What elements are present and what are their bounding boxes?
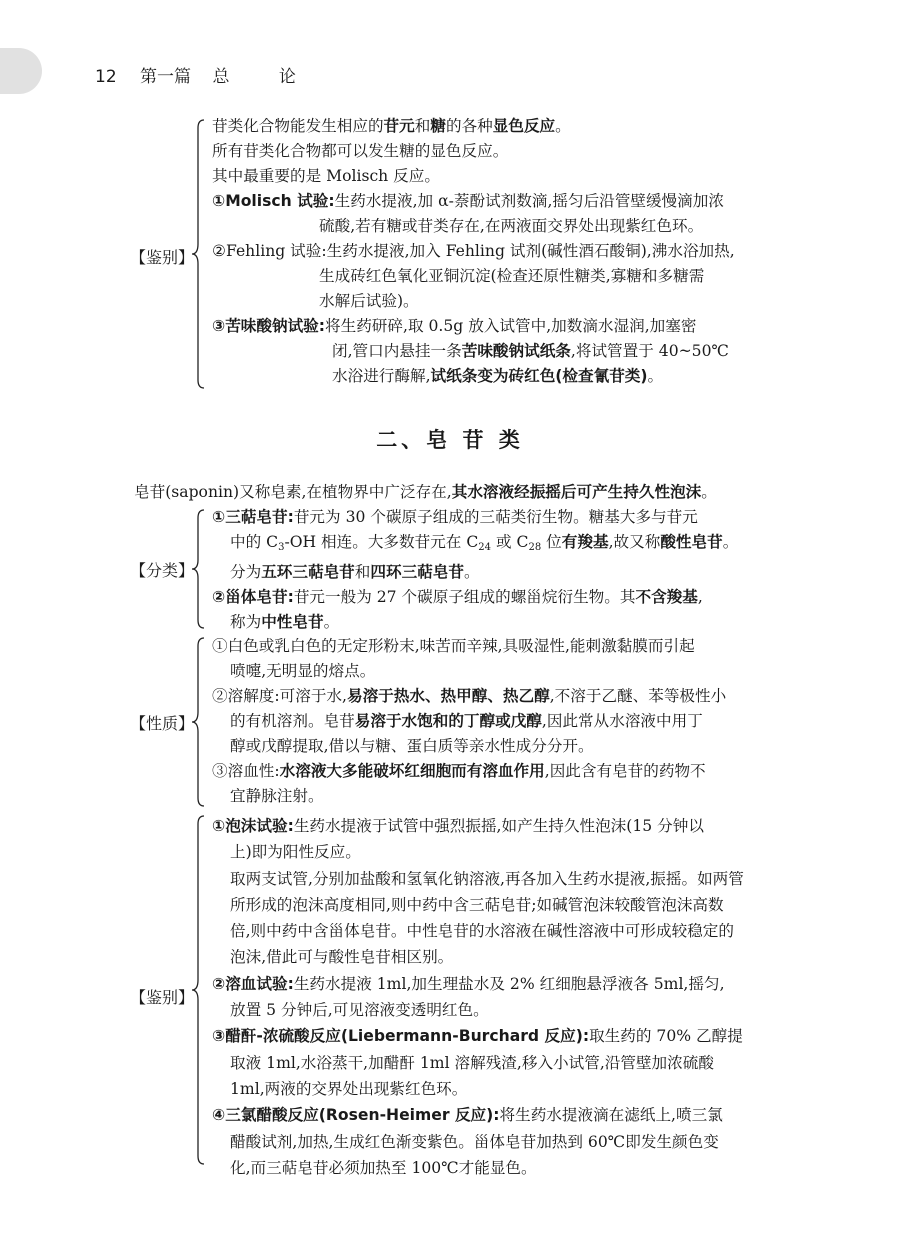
chapter-title: 总 论: [212, 67, 318, 87]
left-brace: [190, 118, 212, 390]
section-heading: 二、皂 苷 类: [376, 427, 524, 452]
properties-label: 【性质】: [130, 714, 195, 733]
saponin-intro: 皂苷(saponin)又称皂素,在植物界中广泛存在,其水溶液经振摇后可产生持久性泡沫。: [134, 483, 717, 501]
left-brace: [190, 508, 212, 630]
properties-text: ①白色或乳白色的无定形粉末,味苦而辛辣,具吸湿性,能刺激黏膜而引起 喷嚏,无明显的熔点。 ②溶解度:可溶于水,易溶于热水、热甲醇、热乙醇,不溶于乙醚、苯等极性小 的有机溶剂。皂苷易溶于水饱和的丁醇或戊醇,因此常从水溶液中用丁 醇或戊醇提取,借以与糖、蛋白质等亲水性成分分开。 ③溶血性:水溶液大多能破坏红细胞而有溶血作用,因此含有皂苷的药物不 宜静脉注射。: [212, 637, 727, 805]
running-header: [95, 62, 318, 87]
test-fehling: ②Fehling 试验:生药水提液,加入 Fehling 试剂(碱性酒石酸铜),沸水浴加热,: [212, 242, 735, 260]
identification-label: 【鉴别】: [130, 248, 195, 267]
classification-text: ①三萜皂苷:苷元为 30 个碳原子组成的三萜类衍生物。糖基大多与苷元 中的 $C_3-OH$ 相连。大多数苷元在 $C_{24}$ 或 $C_{28}$ 位有羧基,故又称酸性皂苷。 分为五环三萜皂苷和四环三萜皂苷。 ②甾体皂苷:苷元一般为 27 个碳原子组成的螺甾烷衍生物。其不含羧基, 称为中性皂苷。: [212, 508, 739, 631]
part-title: 第一篇: [140, 67, 192, 87]
identification-label: 【鉴别】: [130, 988, 195, 1007]
test-molisch: ①Molisch 试验:生药水提液,加 α-萘酚试剂数滴,摇匀后沿管壁缓慢滴加浓: [212, 192, 724, 210]
test-picrate: ③苦味酸钠试验:将生药研碎,取 0.5g 放入试管中,加数滴水湿润,加塞密: [212, 317, 697, 335]
intro-line: 所有苷类化合物都可以发生糖的显色反应。: [212, 142, 509, 160]
saponin-identification-text: ①泡沫试验:生药水提液于试管中强烈振摇,如产生持久性泡沫(15 分钟以 上)即为阳性反应。 取两支试管,分别加盐酸和氢氧化钠溶液,再各加入生药水提液,振摇。如两管 所形成的泡沫高度相同,则中药中含三萜皂苷;如碱管泡沫较酸管泡沫高数 倍,则中药中含甾体皂苷。中性皂苷的水溶液在碱性溶液中可形成较稳定的 泡沫,借此可与酸性皂苷相区别。 ②溶血试验:生药水提液 1ml,加生理盐水及 2% 红细胞悬浮液各 5ml,摇匀, 放置 5 分钟后,可见溶液变透明红色。 ③醋酐-浓硫酸反应(Liebermann-Burchard 反应):取生药的 70% 乙醇提 取液 1ml,水浴蒸干,加醋酐 1ml 溶解残渣,移入小试管,沿管壁加浓硫酸 1ml,两液的交界处出现紫红色环。 ④三氯醋酸反应(Rosen-Heimer 反应):将生药水提液滴在滤纸上,喷三氯 醋酸试剂,加热,生成红色渐变紫色。甾体皂苷加热到 60℃即发生颜色变 化,而三萜皂苷必须加热至 100℃才能显色。: [212, 817, 744, 1177]
left-brace: [190, 636, 212, 808]
identification-text: 苷类化合物能发生相应的苷元和糖的各种显色反应。 所有苷类化合物都可以发生糖的显色反应。 其中最重要的是 Molisch 反应。 ①Molisch 试验:生药水提液,加 α-萘酚试剂数滴,摇匀后沿管壁缓慢滴加浓 硫酸,若有糖或苷类存在,在两液面交界处出现紫红色环。 ②Fehling 试验:生药水提液,加入 Fehling 试剂(碱性酒石酸铜),沸水浴加热, 生成砖红色氧化亚铜沉淀(检查还原性糖类,寡糖和多糖需 水解后试验)。 ③苦味酸钠试验:将生药研碎,取 0.5g 放入试管中,加数滴水湿润,加塞密 闭,管口内悬挂一条苦味酸钠试纸条,将试管置于 40~50℃ 水浴进行酶解,试纸条变为砖红色(检查氰苷类)。: [212, 117, 735, 385]
page-number: 12: [95, 67, 117, 87]
page-tab: [0, 48, 42, 94]
classification-label: 【分类】: [130, 561, 195, 580]
intro-line: 其中最重要的是 Molisch 反应。: [212, 167, 440, 185]
left-brace: [190, 814, 212, 1166]
